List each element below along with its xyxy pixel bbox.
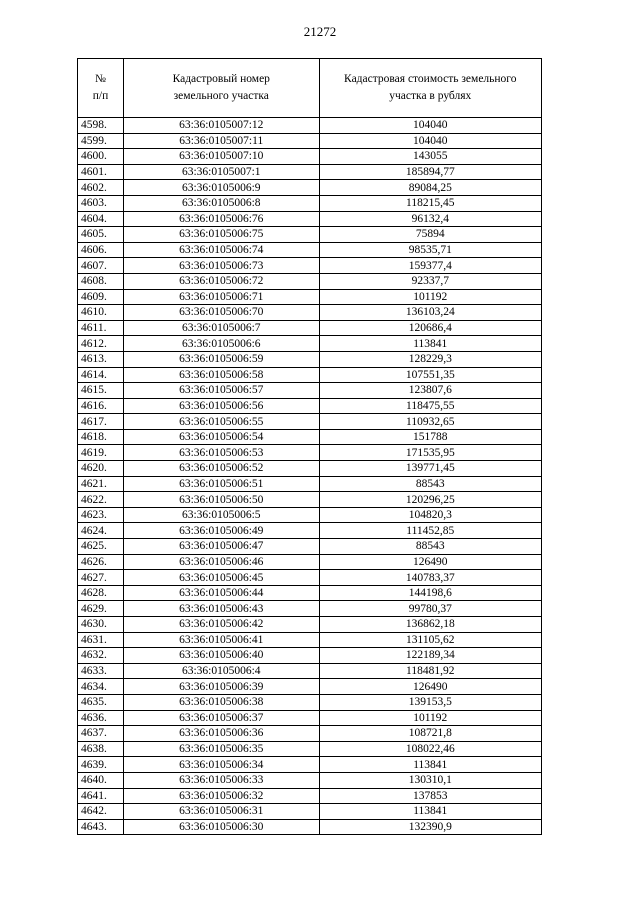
cadastral-table bbox=[77, 58, 542, 835]
row-number: 4600. bbox=[78, 149, 124, 165]
cadastral-number: 63:36:0105006:53 bbox=[123, 445, 319, 461]
cadastral-value: 118475,55 bbox=[319, 398, 541, 414]
cadastral-value: 137853 bbox=[319, 788, 541, 804]
row-number: 4614. bbox=[78, 367, 124, 383]
table-header bbox=[78, 59, 542, 118]
table-row bbox=[78, 336, 542, 352]
row-number: 4637. bbox=[78, 726, 124, 742]
row-number: 4608. bbox=[78, 273, 124, 289]
row-number: 4610. bbox=[78, 305, 124, 321]
cadastral-value: 96132,4 bbox=[319, 211, 541, 227]
row-number: 4615. bbox=[78, 383, 124, 399]
table-row bbox=[78, 195, 542, 211]
cadastral-value: 110932,65 bbox=[319, 414, 541, 430]
table-row bbox=[78, 351, 542, 367]
table-row bbox=[78, 632, 542, 648]
cadastral-number: 63:36:0105006:41 bbox=[123, 632, 319, 648]
table-row bbox=[78, 819, 542, 835]
row-number: 4622. bbox=[78, 492, 124, 508]
cadastral-number: 63:36:0105006:34 bbox=[123, 757, 319, 773]
cadastral-value: 128229,3 bbox=[319, 351, 541, 367]
row-number: 4603. bbox=[78, 195, 124, 211]
row-number: 4612. bbox=[78, 336, 124, 352]
table-row bbox=[78, 367, 542, 383]
row-number: 4635. bbox=[78, 694, 124, 710]
cadastral-value: 75894 bbox=[319, 227, 541, 243]
table-row bbox=[78, 242, 542, 258]
table-row bbox=[78, 570, 542, 586]
cadastral-number: 63:36:0105007:10 bbox=[123, 149, 319, 165]
table-row bbox=[78, 741, 542, 757]
table-row bbox=[78, 492, 542, 508]
cadastral-number: 63:36:0105006:43 bbox=[123, 601, 319, 617]
cadastral-number: 63:36:0105006:33 bbox=[123, 772, 319, 788]
table-body bbox=[78, 118, 542, 835]
row-number: 4629. bbox=[78, 601, 124, 617]
cadastral-number: 63:36:0105006:73 bbox=[123, 258, 319, 274]
row-number: 4625. bbox=[78, 539, 124, 555]
cadastral-number: 63:36:0105006:6 bbox=[123, 336, 319, 352]
cadastral-number: 63:36:0105006:5 bbox=[123, 507, 319, 523]
cadastral-number: 63:36:0105007:12 bbox=[123, 118, 319, 134]
row-number: 4617. bbox=[78, 414, 124, 430]
table-row bbox=[78, 679, 542, 695]
row-number: 4619. bbox=[78, 445, 124, 461]
table-row bbox=[78, 539, 542, 555]
row-number: 4606. bbox=[78, 242, 124, 258]
table-row bbox=[78, 149, 542, 165]
cadastral-number: 63:36:0105006:58 bbox=[123, 367, 319, 383]
cadastral-number: 63:36:0105006:45 bbox=[123, 570, 319, 586]
cadastral-value: 122189,34 bbox=[319, 648, 541, 664]
row-number: 4598. bbox=[78, 118, 124, 134]
table-row bbox=[78, 133, 542, 149]
row-number: 4616. bbox=[78, 398, 124, 414]
table-row bbox=[78, 258, 542, 274]
row-number: 4605. bbox=[78, 227, 124, 243]
row-number: 4642. bbox=[78, 804, 124, 820]
row-number: 4638. bbox=[78, 741, 124, 757]
cadastral-value: 136862,18 bbox=[319, 617, 541, 633]
cadastral-number: 63:36:0105006:51 bbox=[123, 476, 319, 492]
row-number: 4607. bbox=[78, 258, 124, 274]
cadastral-value: 159377,4 bbox=[319, 258, 541, 274]
cadastral-value: 113841 bbox=[319, 804, 541, 820]
row-number: 4634. bbox=[78, 679, 124, 695]
cadastral-number: 63:36:0105006:71 bbox=[123, 289, 319, 305]
cadastral-number: 63:36:0105006:9 bbox=[123, 180, 319, 196]
table-row bbox=[78, 118, 542, 134]
table-row bbox=[78, 445, 542, 461]
table-row bbox=[78, 461, 542, 477]
cadastral-number: 63:36:0105006:7 bbox=[123, 320, 319, 336]
row-number: 4618. bbox=[78, 429, 124, 445]
row-number: 4611. bbox=[78, 320, 124, 336]
cadastral-number: 63:36:0105006:37 bbox=[123, 710, 319, 726]
table-row bbox=[78, 617, 542, 633]
row-number: 4628. bbox=[78, 585, 124, 601]
table-row bbox=[78, 320, 542, 336]
cadastral-value: 99780,37 bbox=[319, 601, 541, 617]
cadastral-number: 63:36:0105006:35 bbox=[123, 741, 319, 757]
table-row bbox=[78, 554, 542, 570]
row-number: 4631. bbox=[78, 632, 124, 648]
cadastral-number: 63:36:0105006:30 bbox=[123, 819, 319, 835]
row-number: 4602. bbox=[78, 180, 124, 196]
cadastral-number: 63:36:0105006:76 bbox=[123, 211, 319, 227]
cadastral-value: 136103,24 bbox=[319, 305, 541, 321]
table-row bbox=[78, 726, 542, 742]
table-row bbox=[78, 180, 542, 196]
cadastral-value: 111452,85 bbox=[319, 523, 541, 539]
cadastral-value: 113841 bbox=[319, 757, 541, 773]
table-row bbox=[78, 804, 542, 820]
cadastral-value: 143055 bbox=[319, 149, 541, 165]
cadastral-value: 139153,5 bbox=[319, 694, 541, 710]
row-number: 4626. bbox=[78, 554, 124, 570]
cadastral-value: 118481,92 bbox=[319, 663, 541, 679]
cadastral-number: 63:36:0105006:38 bbox=[123, 694, 319, 710]
row-number: 4643. bbox=[78, 819, 124, 835]
cadastral-number: 63:36:0105006:31 bbox=[123, 804, 319, 820]
cadastral-number: 63:36:0105006:56 bbox=[123, 398, 319, 414]
row-number: 4613. bbox=[78, 351, 124, 367]
cadastral-value: 139771,45 bbox=[319, 461, 541, 477]
row-number: 4621. bbox=[78, 476, 124, 492]
cadastral-number: 63:36:0105006:72 bbox=[123, 273, 319, 289]
row-number: 4599. bbox=[78, 133, 124, 149]
cadastral-number: 63:36:0105006:74 bbox=[123, 242, 319, 258]
table-row bbox=[78, 305, 542, 321]
table-row bbox=[78, 211, 542, 227]
cadastral-value: 98535,71 bbox=[319, 242, 541, 258]
cadastral-number: 63:36:0105006:42 bbox=[123, 617, 319, 633]
cadastral-value: 120686,4 bbox=[319, 320, 541, 336]
table-row bbox=[78, 601, 542, 617]
table-row bbox=[78, 289, 542, 305]
cadastral-value: 101192 bbox=[319, 710, 541, 726]
table-row bbox=[78, 648, 542, 664]
cadastral-value: 171535,95 bbox=[319, 445, 541, 461]
cadastral-number: 63:36:0105006:32 bbox=[123, 788, 319, 804]
header-row bbox=[78, 59, 542, 118]
cadastral-value: 104820,3 bbox=[319, 507, 541, 523]
cadastral-value: 132390,9 bbox=[319, 819, 541, 835]
table-row bbox=[78, 273, 542, 289]
row-number: 4632. bbox=[78, 648, 124, 664]
cadastral-number: 63:36:0105007:1 bbox=[123, 164, 319, 180]
cadastral-value: 118215,45 bbox=[319, 195, 541, 211]
cadastral-number: 63:36:0105006:52 bbox=[123, 461, 319, 477]
cadastral-number: 63:36:0105007:11 bbox=[123, 133, 319, 149]
row-number: 4601. bbox=[78, 164, 124, 180]
header-number: № п/п bbox=[78, 59, 124, 118]
cadastral-number: 63:36:0105006:39 bbox=[123, 679, 319, 695]
cadastral-value: 140783,37 bbox=[319, 570, 541, 586]
row-number: 4609. bbox=[78, 289, 124, 305]
cadastral-value: 126490 bbox=[319, 554, 541, 570]
row-number: 4633. bbox=[78, 663, 124, 679]
cadastral-number: 63:36:0105006:75 bbox=[123, 227, 319, 243]
row-number: 4640. bbox=[78, 772, 124, 788]
cadastral-value: 88543 bbox=[319, 476, 541, 492]
row-number: 4623. bbox=[78, 507, 124, 523]
cadastral-value: 92337,7 bbox=[319, 273, 541, 289]
header-cadastral-number: Кадастровый номер земельного участка bbox=[123, 59, 319, 118]
cadastral-number: 63:36:0105006:8 bbox=[123, 195, 319, 211]
cadastral-number: 63:36:0105006:46 bbox=[123, 554, 319, 570]
cadastral-number: 63:36:0105006:50 bbox=[123, 492, 319, 508]
cadastral-value: 104040 bbox=[319, 118, 541, 134]
row-number: 4624. bbox=[78, 523, 124, 539]
cadastral-number: 63:36:0105006:49 bbox=[123, 523, 319, 539]
table-row bbox=[78, 164, 542, 180]
table-row bbox=[78, 383, 542, 399]
cadastral-value: 104040 bbox=[319, 133, 541, 149]
row-number: 4639. bbox=[78, 757, 124, 773]
cadastral-number: 63:36:0105006:55 bbox=[123, 414, 319, 430]
row-number: 4641. bbox=[78, 788, 124, 804]
row-number: 4604. bbox=[78, 211, 124, 227]
cadastral-value: 89084,25 bbox=[319, 180, 541, 196]
cadastral-value: 108022,46 bbox=[319, 741, 541, 757]
row-number: 4636. bbox=[78, 710, 124, 726]
table-row bbox=[78, 694, 542, 710]
cadastral-value: 107551,35 bbox=[319, 367, 541, 383]
row-number: 4620. bbox=[78, 461, 124, 477]
cadastral-value: 126490 bbox=[319, 679, 541, 695]
cadastral-number: 63:36:0105006:44 bbox=[123, 585, 319, 601]
cadastral-number: 63:36:0105006:40 bbox=[123, 648, 319, 664]
cadastral-value: 108721,8 bbox=[319, 726, 541, 742]
table-row bbox=[78, 663, 542, 679]
table-row bbox=[78, 429, 542, 445]
page-number: 21272 bbox=[303, 24, 337, 39]
row-number: 4627. bbox=[78, 570, 124, 586]
table-row bbox=[78, 757, 542, 773]
table-row bbox=[78, 398, 542, 414]
cadastral-value: 101192 bbox=[319, 289, 541, 305]
cadastral-value: 144198,6 bbox=[319, 585, 541, 601]
table-row bbox=[78, 523, 542, 539]
cadastral-value: 131105,62 bbox=[319, 632, 541, 648]
cadastral-value: 185894,77 bbox=[319, 164, 541, 180]
table-row bbox=[78, 476, 542, 492]
header-cadastral-value: Кадастровая стоимость земельного участка в рублях bbox=[319, 59, 541, 118]
table-row bbox=[78, 585, 542, 601]
cadastral-number: 63:36:0105006:4 bbox=[123, 663, 319, 679]
cadastral-number: 63:36:0105006:70 bbox=[123, 305, 319, 321]
cadastral-value: 123807,6 bbox=[319, 383, 541, 399]
table-row bbox=[78, 788, 542, 804]
table-row bbox=[78, 772, 542, 788]
cadastral-number: 63:36:0105006:59 bbox=[123, 351, 319, 367]
table-row bbox=[78, 710, 542, 726]
cadastral-number: 63:36:0105006:36 bbox=[123, 726, 319, 742]
cadastral-value: 130310,1 bbox=[319, 772, 541, 788]
cadastral-number: 63:36:0105006:47 bbox=[123, 539, 319, 555]
cadastral-number: 63:36:0105006:54 bbox=[123, 429, 319, 445]
table-row bbox=[78, 507, 542, 523]
table-row bbox=[78, 414, 542, 430]
cadastral-number: 63:36:0105006:57 bbox=[123, 383, 319, 399]
row-number: 4630. bbox=[78, 617, 124, 633]
cadastral-value: 120296,25 bbox=[319, 492, 541, 508]
cadastral-value: 151788 bbox=[319, 429, 541, 445]
cadastral-value: 88543 bbox=[319, 539, 541, 555]
table-row bbox=[78, 227, 542, 243]
cadastral-value: 113841 bbox=[319, 336, 541, 352]
